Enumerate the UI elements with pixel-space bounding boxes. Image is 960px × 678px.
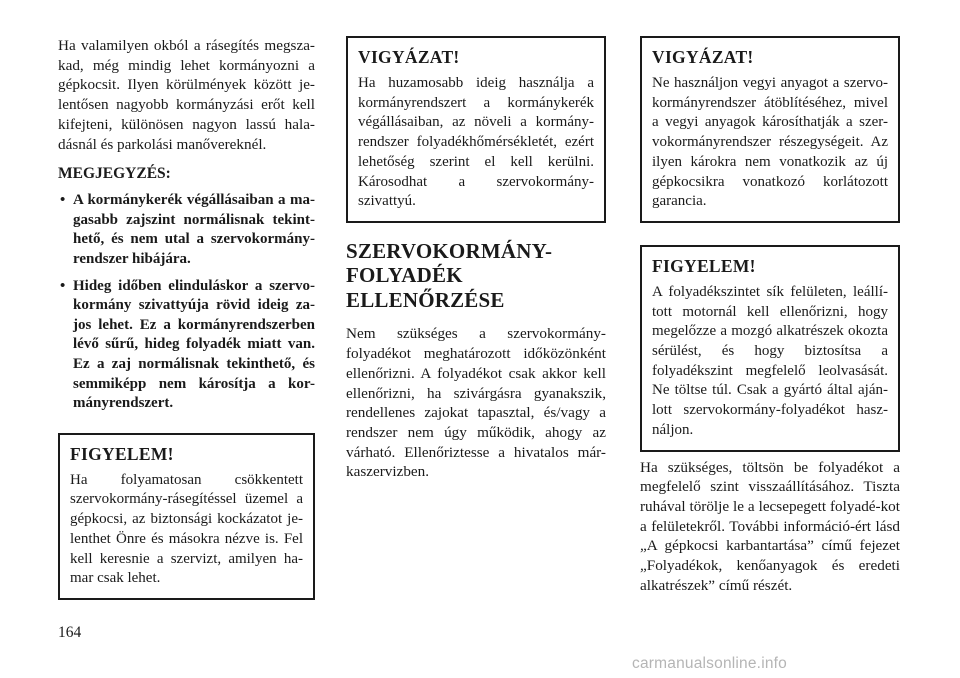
box-text: Ha folyamatosan csökkentett szervokormány-rásegítéssel üzemel a gépkocsi, az biztonsági kockázatot je-lenthet Önre és másokra nézve is. Fel kell keresnie a szervizt, amilyen ha-mar csak lehet. — [70, 471, 303, 587]
box-title: VIGYÁZAT! — [652, 47, 754, 67]
note-item — [58, 191, 315, 269]
warning-box-figyelem-left — [58, 433, 315, 600]
section-title-line: SZERVOKORMÁNY- — [346, 238, 553, 263]
bullet-icon: • — [60, 277, 66, 294]
column-middle — [346, 36, 606, 482]
intro-paragraph: Ha valamilyen okból a rásegítés megsza-kad, még mindig lehet kormányozni a gépkocsit. Ilyen körülmények között je-lentősen nagyobb kormányzási erőt kell kifejteni, különösen nagyon lassú hala-dásnál és parkolási manővereknél. — [58, 37, 315, 153]
note-item — [58, 277, 315, 414]
note-heading: MEGJEGYZÉS: — [58, 165, 171, 183]
note-list — [58, 191, 315, 414]
caution-box-vigyazat-middle — [346, 36, 606, 223]
section-title-line: FOLYADÉK — [346, 263, 463, 288]
column-right — [640, 36, 900, 595]
page-number: 164 — [58, 624, 82, 641]
box-title: VIGYÁZAT! — [358, 47, 460, 67]
section-title-line: ELLENŐRZÉSE — [346, 287, 505, 312]
box-title: FIGYELEM! — [652, 255, 756, 276]
section-title — [346, 239, 606, 313]
box-text: A folyadékszintet sík felületen, leállí-tott motornál kell ellenőrizni, hogy megelőzze a mozgó alkatrészek okozta sérülést, és hogy biztosítsa a folyadékszint megfelelő leolvasását. Ne töltse túl. Csak a gyártó által aján-lott szervokormány-folyadékot hasz-náljon. — [652, 283, 888, 438]
box-text: Ne használjon vegyi anyagot a szervo-kormányrendszer átöblítéséhez, mivel a vegyi anyagok károsíthatják a szer-vokormányrendszer részegységeit. Az ilyen károkra nem vonatkozik az új gépkocsikra vonatkozó korlátozott garancia. — [652, 75, 888, 210]
caution-box-vigyazat-right — [640, 36, 900, 223]
box-text: Ha huzamosabb ideig használja a kormányrendszert a kormánykerék végállásaiban, az növeli a kormány-rendszer folyadékhőmérsékletét, ezért lehetőség szerint el kell kerülni. Károsodhat a szervokormány-szivattyú. — [358, 75, 594, 210]
column-left — [58, 36, 315, 600]
box-title: FIGYELEM! — [70, 443, 174, 464]
watermark: carmanualsonline.info — [632, 655, 787, 672]
bullet-icon: • — [60, 192, 66, 209]
note-text: A kormánykerék végállásaiban a ma-gasabb zajszint normálisnak tekint-hető, és nem utal a szervokormány-rendszer hibájára. — [73, 192, 315, 267]
note-text: Hideg időben elinduláskor a szervo-kormány szivattyúja rövid ideig za-jos lehet. Ez a kormányrendszerben lévő sűrű, hideg folyadék miatt van. Ez a zaj normálisnak tekinthető, és semmiképp nem károsítja a kor-mányrendszert. — [73, 277, 315, 412]
warning-box-figyelem-right — [640, 245, 900, 452]
refill-paragraph: Ha szükséges, töltsön be folyadékot a megfelelő szint visszaállításához. Tiszta ruhával törölje le a lecsepegett folyadé-kot a felületekről. További információ-ért lásd „A gépkocsi karbantartása” című fejezet „Folyadékok, kenőanyagok és eredeti alkatrészek” című részét. — [640, 458, 900, 594]
section-paragraph: Nem szükséges a szervokormány-folyadékot meghatározott időközönként ellenőrizni. A folyadékot csak akkor kell ellenőrizni, ha szivárgásra gyanakszik, rendellenes zajokat tapasztal, és/vagy a rendszer nem úgy működik, ahogy az várható. Ellenőriztesse a hivatalos már-kaszervizben. — [346, 325, 606, 481]
